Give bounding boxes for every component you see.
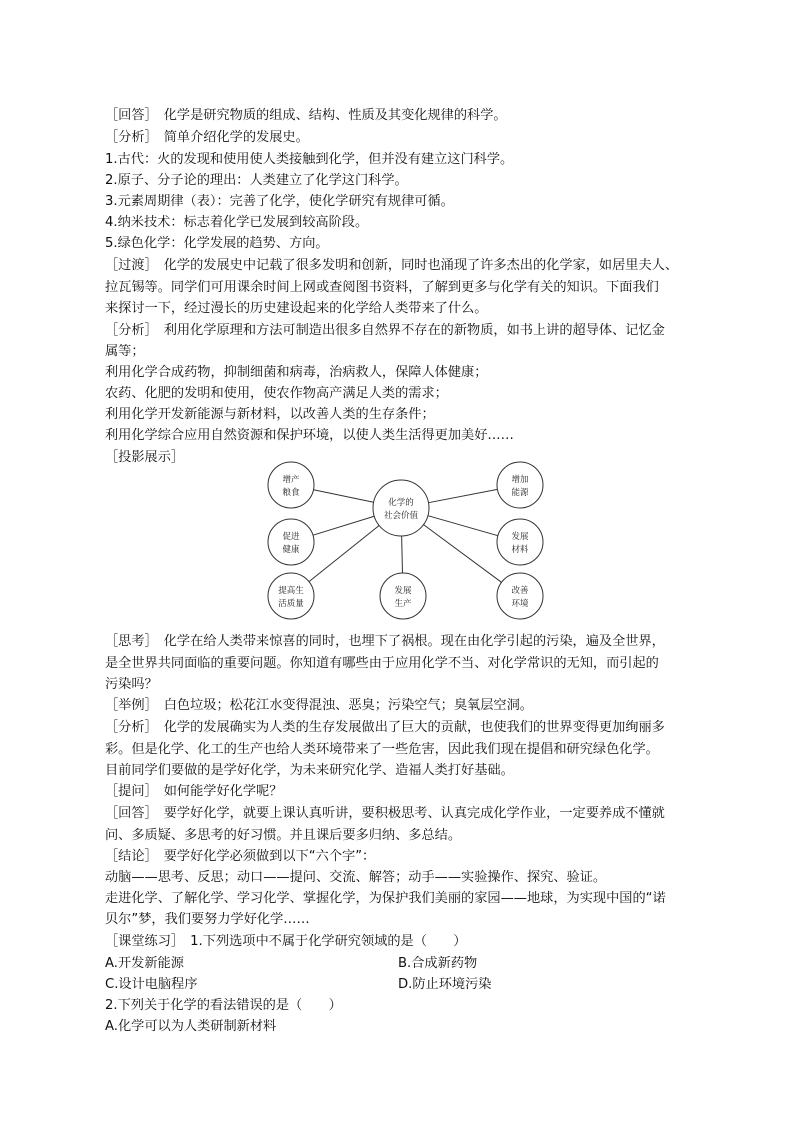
center-circle <box>373 480 429 536</box>
node-improve-environment <box>497 573 543 619</box>
tag-conclusion: ［结论］ <box>105 849 158 864</box>
node-increase-grain-label: 粮食 <box>282 488 300 498</box>
node-improve-life-label: 活质量 <box>278 599 304 609</box>
node-circle <box>268 573 314 619</box>
tag-example: ［举例］ <box>105 698 158 713</box>
node-circle <box>497 519 543 565</box>
node-develop-materials-label: 发展 <box>511 532 529 542</box>
history-item-3: 3.元素周期律（表）：完善了化学，使化学研究有规律可循。 <box>105 194 454 209</box>
history-item-1: 1.古代：火的发现和使用使人类接触到化学，但并没有建立这门科学。 <box>105 152 514 167</box>
spoke-increase-grain <box>314 490 374 503</box>
closing-line-2: 贝尔”梦，我们要努力学好化学…… <box>105 912 310 927</box>
tag-analysis: ［分析］ <box>105 323 158 338</box>
analysis-2-line-3: 利用化学合成药物，抑制细菌和病毒，治病救人，保障人体健康； <box>105 365 488 380</box>
tag-exercise: ［课堂练习］ <box>105 934 185 949</box>
node-increase-energy <box>497 462 543 508</box>
analysis-3-line-2: 彩。但是化学、化工的生产也给人类环境带来了一些危害，因此我们现在提倡和研究绿色化学。 <box>105 742 659 757</box>
node-develop-production <box>380 573 426 619</box>
node-increase-energy-label: 增加 <box>511 475 529 485</box>
history-item-5: 5.绿色化学：化学发展的趋势、方向。 <box>105 236 329 251</box>
history-item-4: 4.纳米技术：标志着化学已发展到较高阶段。 <box>105 215 369 230</box>
analysis-line-1: ［分析］ 简单介绍化学的发展史。 <box>105 130 309 145</box>
node-circle <box>380 573 426 619</box>
q2-option-a: A.化学可以为人类研制新材料 <box>105 1019 277 1034</box>
q1-option-a: A.开发新能源 <box>105 956 184 971</box>
social-value-diagram <box>262 458 552 620</box>
q1-option-d: D.防止环境污染 <box>398 977 492 992</box>
spoke-promote-health <box>313 516 374 535</box>
exercise-q1: ［课堂练习］ 1.下列选项中不属于化学研究领域的是（ ） <box>105 934 467 949</box>
node-promote-health-label: 促进 <box>282 532 300 542</box>
center-label: 社会价值 <box>383 511 419 521</box>
six-words-line: 动脑——思考、反思；动口——提问、交流、解答；动手——实验操作、探究、验证。 <box>105 870 607 885</box>
exercise-q2: 2.下列关于化学的看法错误的是（ ） <box>105 998 342 1013</box>
thinking-line-3: 污染吗？ <box>105 677 158 692</box>
node-promote-health <box>268 519 314 565</box>
center-node <box>373 480 429 536</box>
node-circle <box>268 519 314 565</box>
analysis-2-line-4: 农药、化肥的发明和使用，使农作物高产满足人类的需求； <box>105 386 448 401</box>
tag-answer: ［回答］ <box>105 108 158 123</box>
projection-label: ［投影展示］ <box>105 450 185 465</box>
node-improve-life-label: 提高生 <box>278 586 304 596</box>
spoke-develop-materials <box>428 516 498 536</box>
thinking-line-1: ［思考］ 化学在给人类带来惊喜的同时，也埋下了祸根。现在由化学引起的污染，遍及全世界， <box>105 634 665 649</box>
transition-line-2: 拉瓦锡等。同学们可用课余时间上网或查阅图书资料，了解到更多与化学有关的知识。下面我们 <box>105 280 659 295</box>
node-circle <box>497 462 543 508</box>
node-develop-materials-label: 材料 <box>511 545 529 555</box>
analysis-2-line-2: 属等； <box>105 344 145 359</box>
node-increase-grain-label: 增产 <box>282 475 300 485</box>
tag-analysis: ［分析］ <box>105 720 158 735</box>
tag-thinking: ［思考］ <box>105 634 158 649</box>
node-improve-environment-label: 改善 <box>511 586 529 596</box>
answer-line-1: ［回答］ 化学是研究物质的组成、结构、性质及其变化规律的科学。 <box>105 108 507 123</box>
history-item-2: 2.原子、分子论的理出：人类建立了化学这门科学。 <box>105 173 408 188</box>
analysis-2-line-6: 利用化学综合应用自然资源和保护环境，以使人类生活得更加美好…… <box>105 428 514 443</box>
node-improve-life <box>268 573 314 619</box>
tag-question: ［提问］ <box>105 784 158 799</box>
question-line: ［提问］ 如何能学好化学呢？ <box>105 784 283 799</box>
answer-2-line-1: ［回答］ 要学好化学，就要上课认真听讲，要积极思考、认真完成化学作业，一定要养成不懂就 <box>105 806 665 821</box>
q1-option-c: C.设计电脑程序 <box>105 977 198 992</box>
tag-analysis: ［分析］ <box>105 130 158 145</box>
analysis-2-line-5: 利用化学开发新能源与新材料，以改善人类的生存条件； <box>105 407 435 422</box>
transition-line-1: ［过渡］ 化学的发展史中记载了很多发明和创新，同时也涌现了许多杰出的化学家，如居里夫人、 <box>105 258 679 273</box>
analysis-3-line-3: 目前同学们要做的是学好化学，为未来研究化学、造福人类打好基础。 <box>105 763 514 778</box>
node-circle <box>497 573 543 619</box>
node-develop-production-label: 发展 <box>394 586 412 596</box>
node-develop-materials <box>497 519 543 565</box>
node-improve-environment-label: 环境 <box>511 599 529 609</box>
analysis-2-line-1: ［分析］ 利用化学原理和方法可制造出很多自然界不存在的新物质，如书上讲的超导体、记忆金 <box>105 323 665 338</box>
node-increase-grain <box>268 462 314 508</box>
example-line: ［举例］ 白色垃圾；松花江水变得混浊、恶臭；污染空气；臭氧层空洞。 <box>105 698 533 713</box>
spoke-develop-production <box>402 536 403 573</box>
node-circle <box>268 462 314 508</box>
thinking-line-2: 是全世界共同面临的重要问题。你知道有哪些由于应用化学不当、对化学常识的无知，而引起的 <box>105 656 659 671</box>
center-label: 化学的 <box>388 498 414 508</box>
answer-2-line-2: 问、多质疑、多思考的好习惯。并且课后要多归纳、多总结。 <box>105 828 462 843</box>
analysis-3-line-1: ［分析］ 化学的发展确实为人类的生存发展做出了巨大的贡献，也使我们的世界变得更加绚丽多 <box>105 720 665 735</box>
node-develop-production-label: 生产 <box>394 599 412 609</box>
spoke-improve-life <box>309 525 379 581</box>
node-increase-energy-label: 能源 <box>511 488 529 498</box>
diagram-svg <box>262 458 552 620</box>
tag-answer: ［回答］ <box>105 806 158 821</box>
diagram-nodes <box>268 462 543 619</box>
transition-line-3: 来探讨一下，经过漫长的历史建设起来的化学给人类带来了什么。 <box>105 301 488 316</box>
q1-option-b: B.合成新药物 <box>398 956 478 971</box>
spoke-increase-energy <box>428 489 497 502</box>
tag-transition: ［过渡］ <box>105 258 158 273</box>
node-promote-health-label: 健康 <box>282 545 300 555</box>
conclusion-line: ［结论］ 要学好化学必须做到以下“六个字”： <box>105 849 376 864</box>
closing-line-1: 走进化学、了解化学、学习化学、掌握化学，为保护我们美丽的家园——地球，为实现中国的“诺 <box>105 891 666 906</box>
